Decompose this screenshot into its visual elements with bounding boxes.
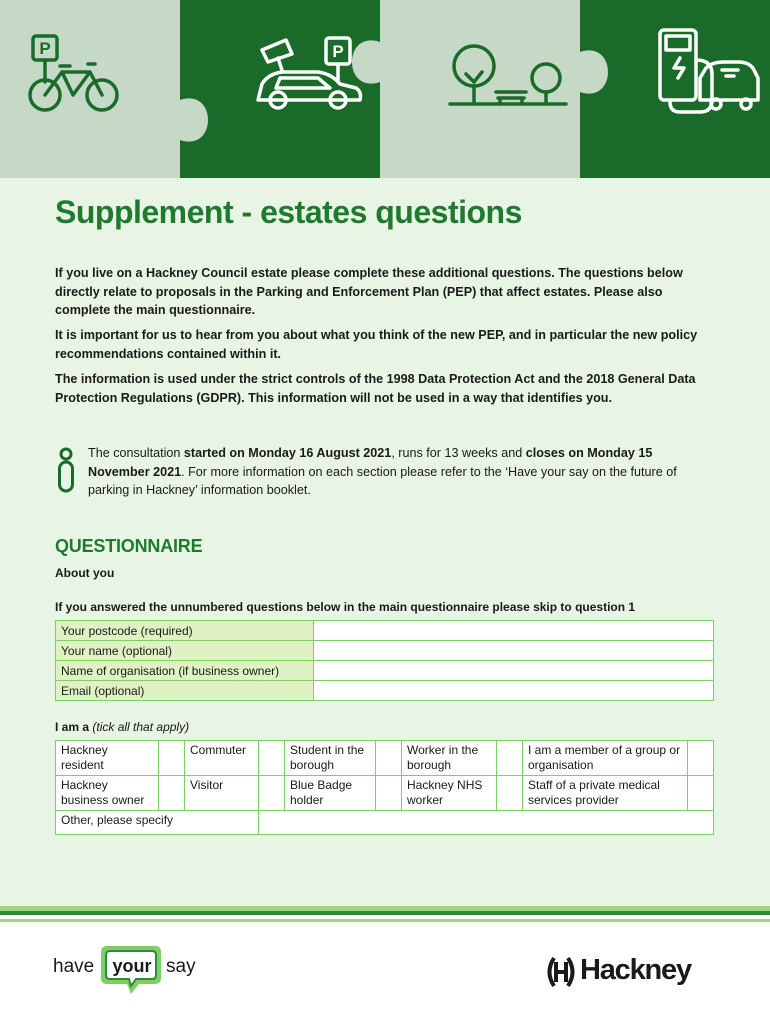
intro-paragraph: The information is used under the strict controls of the 1998 Data Protection Act and the 2018 General Data Protection Regulations (GDPR). This information will not be used in a way that identifies you. xyxy=(55,372,696,405)
organisation-field[interactable] xyxy=(314,661,714,681)
checkbox-worker[interactable] xyxy=(497,741,523,776)
table-row xyxy=(56,776,714,811)
info-text-part: . For more information on each section please refer to the ‘Have your say on the future of parking in Hackney’ information booklet. xyxy=(88,464,677,497)
checkbox-blue-badge[interactable] xyxy=(376,776,402,811)
hackney-mark-icon xyxy=(544,957,578,987)
logo-have: have xyxy=(53,956,95,977)
header-banner xyxy=(0,0,770,178)
email-label: Email (optional) xyxy=(56,681,314,701)
postcode-field[interactable] xyxy=(314,621,714,641)
option-label: Hackney business owner xyxy=(56,776,159,811)
email-field[interactable] xyxy=(314,681,714,701)
close-date: closes on Monday 15 November 2021 xyxy=(88,446,653,479)
name-field[interactable] xyxy=(314,641,714,661)
checkbox-group-member[interactable] xyxy=(688,741,714,776)
about-you-subheading: About you xyxy=(55,566,115,580)
checkbox-visitor[interactable] xyxy=(259,776,285,811)
postcode-label: Your postcode (required) xyxy=(56,621,314,641)
table-row xyxy=(56,641,714,661)
tick-hint: (tick all that apply) xyxy=(92,720,190,734)
option-label: I am a member of a group or organisation xyxy=(523,741,688,776)
other-specify-field[interactable] xyxy=(259,811,714,835)
start-date: started on Monday 16 August 2021 xyxy=(183,446,392,460)
info-text-part: The consultation xyxy=(88,446,184,460)
i-am-a-table xyxy=(55,740,714,835)
parking-sign-icon: P xyxy=(39,39,51,58)
table-row xyxy=(56,741,714,776)
table-row xyxy=(56,811,714,835)
intro-paragraph: If you live on a Hackney Council estate please complete these additional questions. The questions below directly relate to proposals in the Parking and Enforcement Plan (PEP) that affect estates. Please also complete the main questionnaire. xyxy=(55,266,683,317)
option-label: Hackney resident xyxy=(56,741,159,776)
consultation-info xyxy=(88,444,678,500)
option-label: Student in the borough xyxy=(285,741,376,776)
table-row xyxy=(56,661,714,681)
i-am-a-label xyxy=(55,720,189,734)
checkbox-business-owner[interactable] xyxy=(159,776,185,811)
checkbox-hackney-resident[interactable] xyxy=(159,741,185,776)
option-label: Staff of a private medical services provider xyxy=(523,776,688,811)
info-icon xyxy=(56,447,76,493)
checkbox-commuter[interactable] xyxy=(259,741,285,776)
info-text-part: , runs for 13 weeks and xyxy=(391,446,526,460)
table-row xyxy=(56,621,714,641)
name-label: Your name (optional) xyxy=(56,641,314,661)
other-specify-label: Other, please specify xyxy=(56,811,259,835)
footer-stripe xyxy=(0,919,770,922)
puzzle-illustration xyxy=(0,0,770,178)
option-label: Visitor xyxy=(185,776,259,811)
intro-paragraph: It is important for us to hear from you about what you think of the new PEP, and in particular the new policy recommendations contained within it. xyxy=(55,328,698,361)
option-label: Worker in the borough xyxy=(402,741,497,776)
table-row xyxy=(56,681,714,701)
option-label: Hackney NHS worker xyxy=(402,776,497,811)
logo-your: your xyxy=(112,956,152,976)
hackney-wordmark: Hackney xyxy=(580,954,691,986)
checkbox-medical-staff[interactable] xyxy=(688,776,714,811)
option-label: Commuter xyxy=(185,741,259,776)
page-title: Supplement - estates questions xyxy=(55,194,522,230)
checkbox-nhs-worker[interactable] xyxy=(497,776,523,811)
logo-say: say xyxy=(166,956,196,977)
i-am-a-text: I am a xyxy=(55,720,90,734)
parking-sign-icon: P xyxy=(332,42,344,61)
option-label: Blue Badge holder xyxy=(285,776,376,811)
organisation-label: Name of organisation (if business owner) xyxy=(56,661,314,681)
questionnaire-heading: QUESTIONNAIRE xyxy=(55,536,203,556)
skip-instruction: If you answered the unnumbered questions below in the main questionnaire please skip to question 1 xyxy=(55,600,636,614)
about-you-table xyxy=(55,620,714,701)
checkbox-student[interactable] xyxy=(376,741,402,776)
